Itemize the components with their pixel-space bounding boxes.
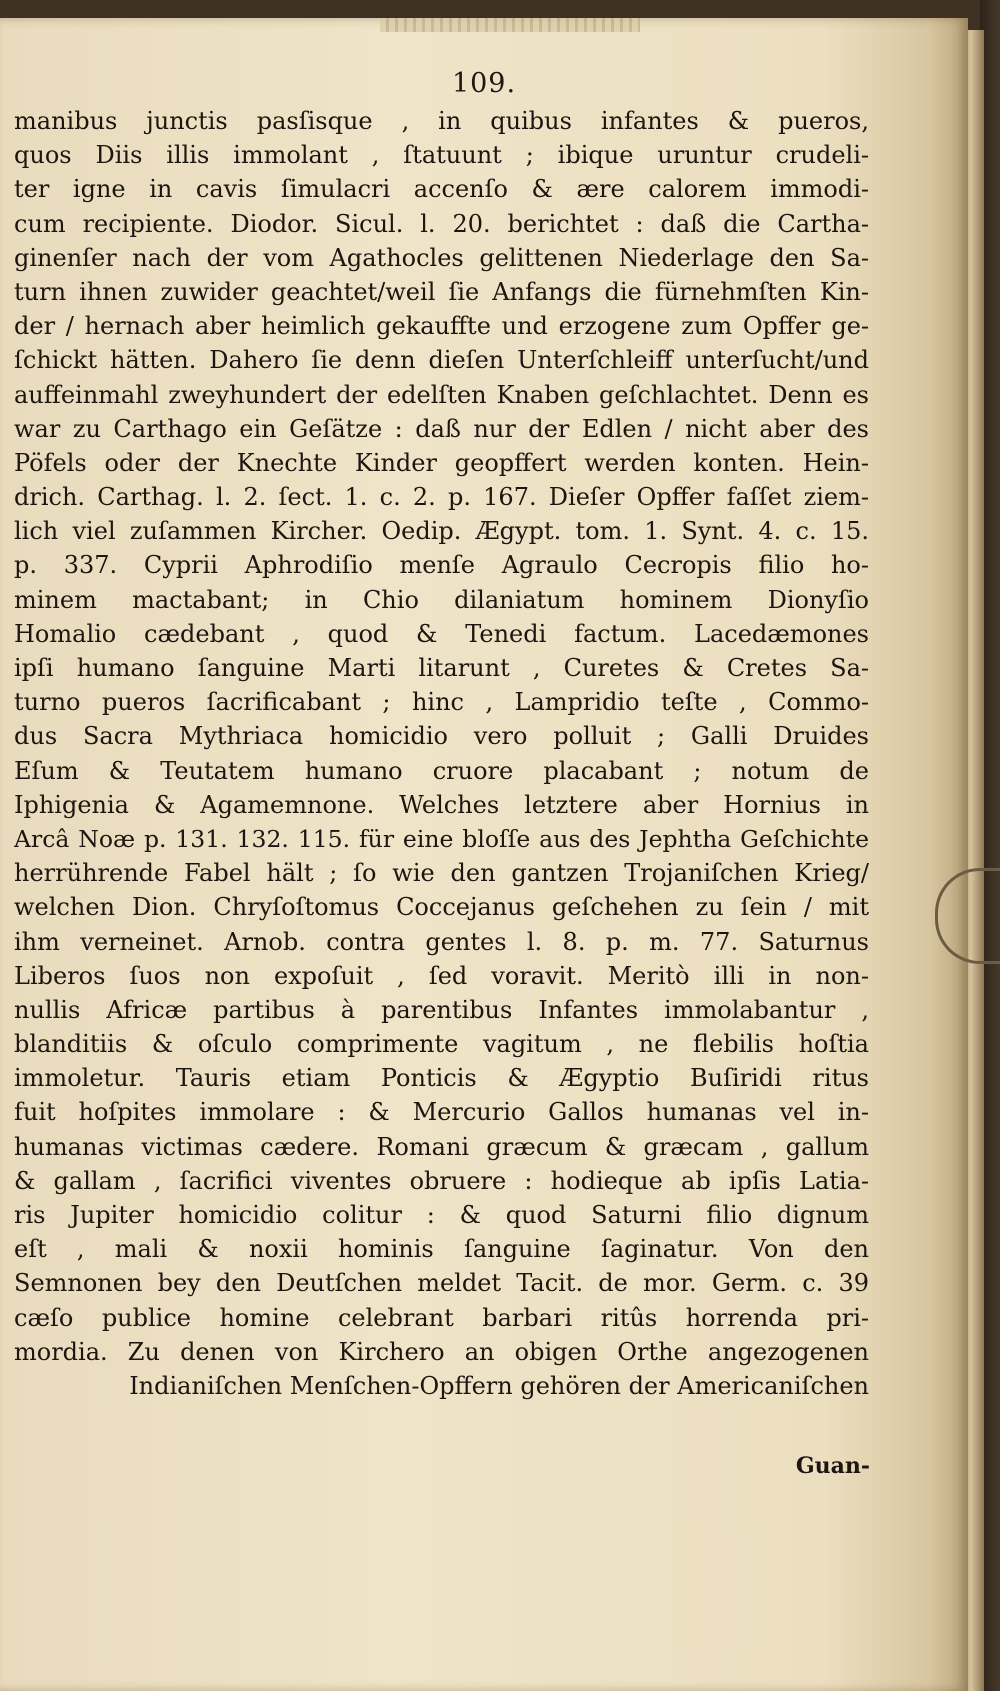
text-line: drich. Carthag. l. 2. ſect. 1. c. 2. p. 167. Dieſer Opffer faſſet ziem- [14, 483, 869, 512]
text-line: p. 337. Cyprii Aphrodiſio menſe Agraulo Cecropis filio ho- [14, 551, 869, 580]
text-line: ris Jupiter homicidio colitur : & quod Saturni filio dignum [14, 1201, 869, 1229]
text-line: welchen Dion. Chryſoſtomus Coccejanus geſchehen zu ſein / mit [14, 893, 869, 922]
page-clip [935, 868, 1000, 964]
text-line: Iphigenia & Agamemnone. Welches letztere aber Hornius in [14, 790, 869, 819]
previous-page-strip [380, 18, 640, 32]
text-line: turn ihnen zuwider geachtet/weil ſie Anfangs die fürnehmſten Kin- [14, 277, 869, 306]
text-line: nullis Africæ partibus à parentibus Infantes immolabantur , [14, 995, 869, 1024]
text-line: war zu Carthago ein Geſätze : daß nur der Edlen / nicht aber des [14, 414, 869, 443]
text-line: minem mactabant; in Chio dilaniatum hominem Dionyſio [14, 585, 869, 614]
text-line: mordia. Zu denen von Kirchero an obigen Orthe angezogenen [14, 1337, 869, 1366]
text-line: eſt , mali & noxii hominis ſanguine ſaginatur. Von den [14, 1235, 869, 1264]
text-line: Semnonen bey den Deutſchen meldet Tacit. de mor. Germ. c. 39 [14, 1269, 869, 1298]
text-line: blanditiis & oſculo comprimente vagitum , ne flebilis hoſtia [14, 1030, 869, 1059]
text-line: ihm verneinet. Arnob. contra gentes l. 8. p. m. 77. Saturnus [14, 927, 869, 956]
text-line: cæſo publice homine celebrant barbari ritûs horrenda pri- [14, 1303, 869, 1332]
text-line: auffeinmahl zweyhundert der edelſten Knaben geſchlachtet. Denn es [14, 380, 869, 409]
text-line: quos Diis illis immolant , ſtatuunt ; ibique uruntur crudeli- [14, 141, 869, 170]
text-line: Indianiſchen Menſchen-Opffern gehören der Americaniſchen [129, 1371, 869, 1400]
text-line: lich viel zuſammen Kircher. Oedip. Ægypt. tom. 1. Synt. 4. c. 15. [14, 517, 869, 546]
text-line: ipſi humano ſanguine Marti litarunt , Curetes & Cretes Sa- [14, 654, 869, 682]
text-line: Liberos ſuos non expoſuit , ſed voravit. Meritò illi in non- [14, 961, 869, 990]
book-page [0, 18, 968, 1691]
text-line: ginenſer nach der vom Agathocles gelittenen Niederlage den Sa- [14, 243, 869, 272]
text-line: manibus junctis pasſisque , in quibus infantes & pueros, [14, 107, 869, 135]
text-line: ſchickt hätten. Dahero ſie denn dieſen Unterſchleiff unterſucht/und [14, 346, 869, 375]
catchword: Guan- [795, 1453, 870, 1479]
text-line: der / hernach aber heimlich gekauffte und erzogene zum Opffer ge- [14, 312, 869, 341]
text-line: fuit hoſpites immolare : & Mercurio Gallos humanas vel in- [14, 1098, 869, 1127]
text-line: herrührende Fabel hält ; ſo wie den gantzen Trojaniſchen Krieg/ [14, 859, 869, 888]
text-line: Pöfels oder der Knechte Kinder geopffert werden konten. Hein- [14, 448, 869, 477]
text-line: humanas victimas cædere. Romani græcum & græcam , gallum [14, 1132, 869, 1161]
text-line: ter igne in cavis ſimulacri accenſo & ære calorem immodi- [14, 175, 869, 204]
text-line: & gallam , ſacrifici viventes obruere : hodieque ab ipſis Latia- [14, 1166, 869, 1195]
text-line: Homalio cædebant , quod & Tenedi factum. Lacedæmones [14, 619, 869, 648]
body-text [14, 104, 869, 1403]
text-line: Eſum & Teutatem humano cruore placabant ; notum de [14, 756, 869, 785]
page-number: 109. [451, 68, 517, 99]
text-line: immoletur. Tauris etiam Ponticis & Ægyptio Buſiridi ritus [14, 1064, 869, 1093]
text-line: cum recipiente. Diodor. Sicul. l. 20. berichtet : daß die Cartha- [14, 209, 869, 238]
text-line: turno pueros ſacrificabant ; hinc , Lampridio teſte , Commo- [14, 688, 869, 717]
text-line: dus Sacra Mythriaca homicidio vero polluit ; Galli Druides [14, 722, 869, 751]
text-line: Arcâ Noæ p. 131. 132. 115. für eine bloſſe aus des Jephtha Geſchichte [14, 824, 869, 853]
